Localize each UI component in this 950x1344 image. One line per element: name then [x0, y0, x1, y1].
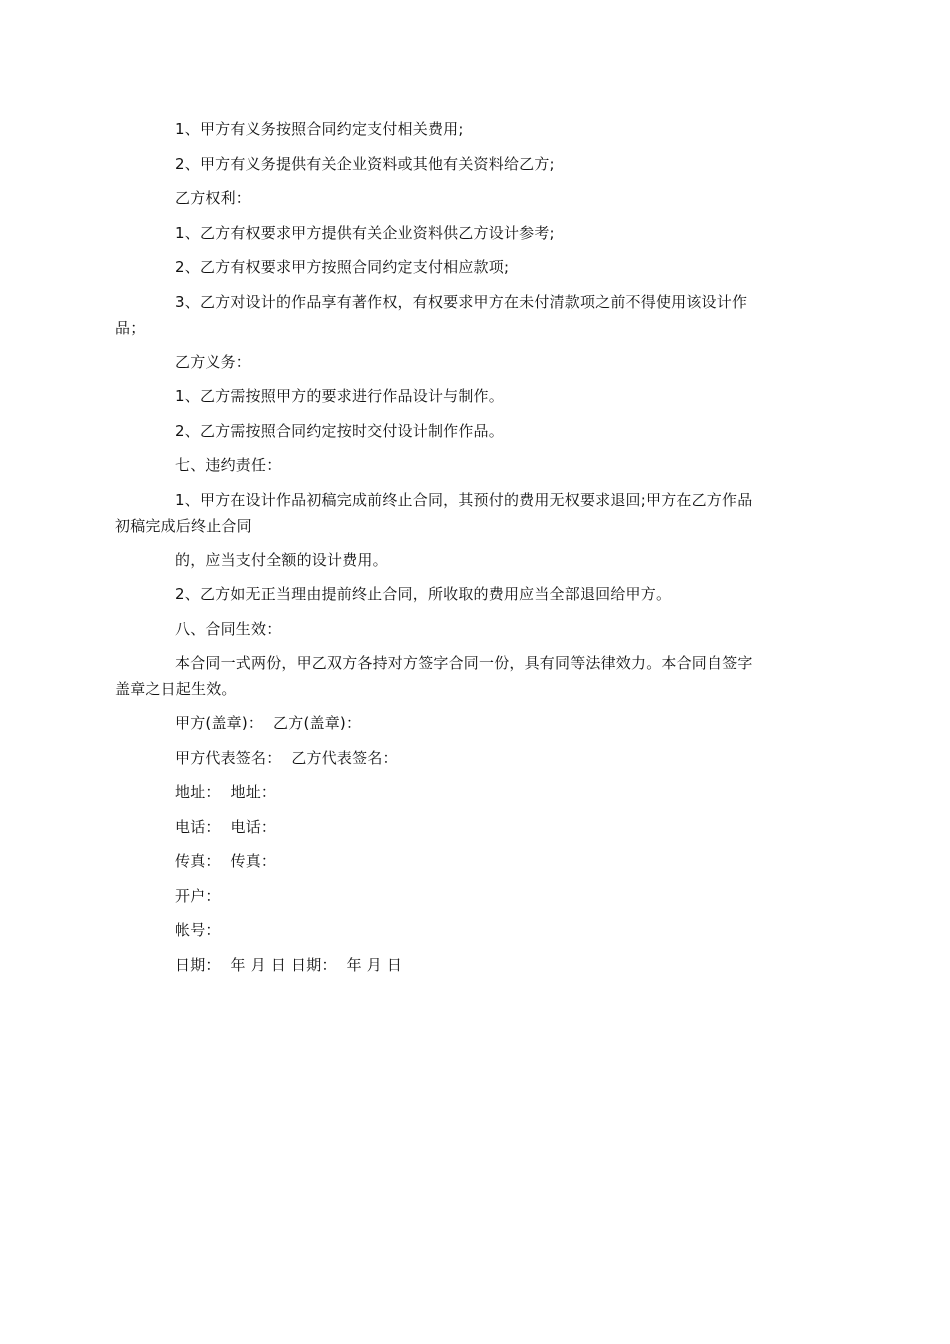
phone-line — [145, 814, 809, 840]
address-line — [145, 779, 809, 805]
text-line: 日期： 年 月 日 日期： 年 月 日 — [175, 955, 403, 974]
text-line: 八、合同生效： — [175, 619, 282, 638]
account-number-line — [145, 917, 809, 943]
text-line: 2、甲方有义务提供有关企业资料或其他有关资料给乙方; — [175, 154, 555, 173]
signature-seal-line — [145, 710, 809, 736]
text-line: 本合同一式两份，甲乙双方各持对方签字合同一份，具有同等法律效力。本合同自签字 — [175, 654, 753, 672]
paragraph-party-a-duty-2 — [145, 151, 809, 177]
paragraph-breach-1 — [115, 487, 809, 539]
heading-party-b-rights — [145, 185, 809, 211]
paragraph-breach-2 — [145, 581, 809, 607]
text-line: 2、乙方有权要求甲方按照合同约定支付相应款项; — [175, 258, 510, 276]
paragraph-party-b-duty-1 — [145, 383, 809, 409]
text-line: 开户： — [175, 886, 221, 905]
heading-breach-liability — [145, 452, 809, 478]
text-line: 1、乙方有权要求甲方提供有关企业资料供乙方设计参考; — [175, 223, 555, 242]
text-line: 品； — [115, 318, 146, 337]
bank-account-opening-line — [145, 883, 809, 909]
text-line: 初稿完成后终止合同 — [115, 516, 252, 535]
paragraph-party-b-duty-2 — [145, 418, 809, 444]
signature-representative-line — [145, 745, 809, 771]
text-line: 盖章之日起生效。 — [115, 680, 237, 698]
heading-party-b-duties — [145, 349, 809, 375]
text-line: 甲方(盖章)： 乙方(盖章)： — [175, 714, 362, 732]
text-line: 1、甲方有义务按照合同约定支付相关费用; — [175, 120, 464, 138]
text-line: 1、乙方需按照甲方的要求进行作品设计与制作。 — [175, 387, 504, 405]
fax-line — [145, 848, 809, 874]
paragraph-party-b-right-2 — [145, 254, 809, 280]
paragraph-breach-1-continued — [145, 547, 809, 573]
text-line: 2、乙方如无正当理由提前终止合同，所收取的费用应当全部退回给甲方。 — [175, 585, 672, 603]
date-line — [145, 952, 809, 978]
heading-contract-effect — [145, 616, 809, 642]
text-line: 地址： 地址： — [175, 783, 277, 801]
paragraph-contract-effect — [115, 650, 809, 702]
text-line: 传真： 传真： — [175, 852, 277, 870]
paragraph-party-b-right-1 — [145, 220, 809, 246]
paragraph-party-a-duty-1 — [145, 116, 809, 142]
text-line: 的，应当支付全额的设计费用。 — [175, 550, 388, 569]
paragraph-party-b-right-3 — [115, 289, 809, 341]
text-line: 1、甲方在设计作品初稿完成前终止合同，其预付的费用无权要求退回;甲方在乙方作品 — [175, 490, 753, 509]
text-line: 乙方权利： — [175, 189, 252, 207]
text-line: 帐号： — [175, 921, 221, 939]
text-line: 2、乙方需按照合同约定按时交付设计制作作品。 — [175, 421, 504, 440]
text-line: 3、乙方对设计的作品享有著作权，有权要求甲方在未付清款项之前不得使用该设计作 — [175, 292, 748, 311]
document-body — [115, 116, 809, 986]
text-line: 七、违约责任： — [175, 456, 282, 474]
text-line: 电话： 电话： — [175, 817, 277, 836]
text-line: 乙方义务： — [175, 352, 252, 371]
text-line: 甲方代表签名： 乙方代表签名： — [175, 748, 398, 767]
